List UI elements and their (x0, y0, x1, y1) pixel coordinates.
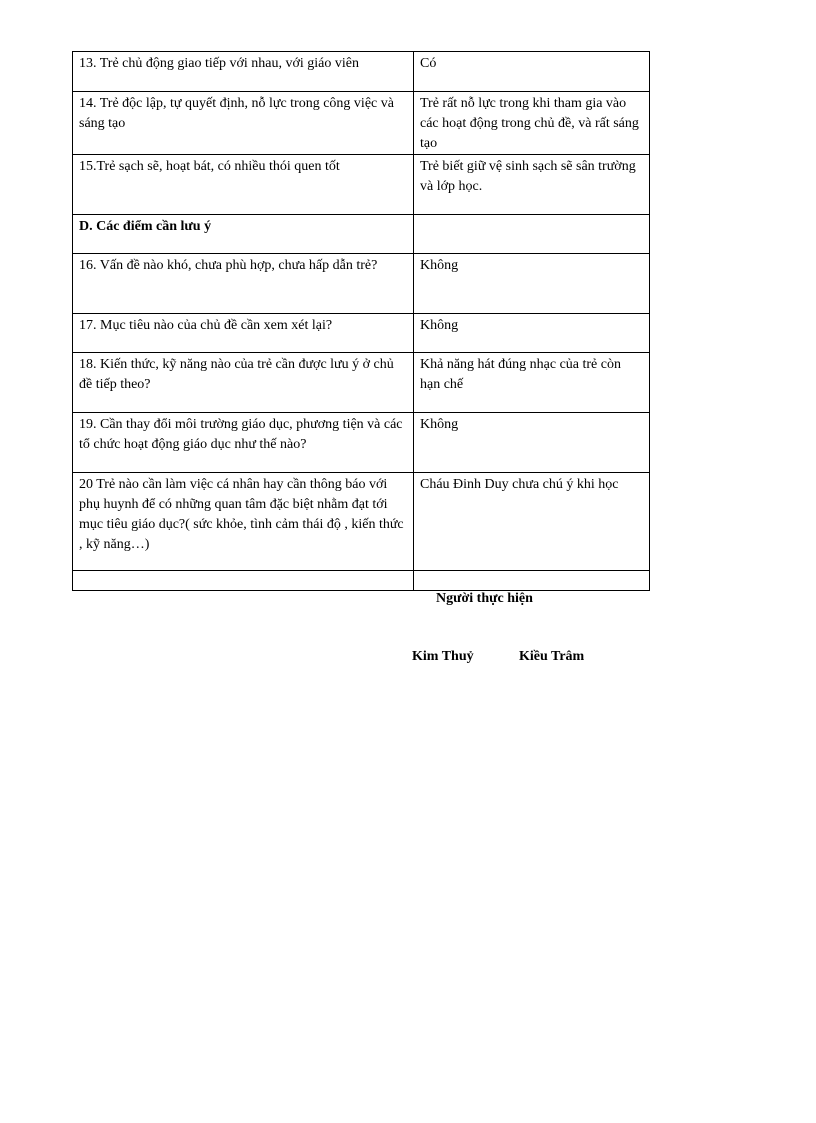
assessment-cell (414, 215, 650, 254)
signature-name-2: Kiều Trâm (519, 649, 585, 664)
assessment-cell: Cháu Đinh Duy chưa chú ý khi học (414, 473, 650, 571)
assessment-cell: Khả năng hát đúng nhạc của trẻ còn hạn chế (414, 353, 650, 413)
assessment-cell: Không (414, 413, 650, 473)
criterion-cell: 16. Vấn đề nào khó, chưa phù hợp, chưa hấp dẫn trẻ? (73, 254, 414, 314)
signature-title: Người thực hiện (436, 591, 533, 606)
criterion-cell: 13. Trẻ chủ động giao tiếp với nhau, với giáo viên (73, 52, 414, 92)
empty-cell (73, 571, 414, 591)
assessment-cell: Trẻ rất nỗ lực trong khi tham gia vào các hoạt động trong chủ đề, và rất sáng tạo (414, 92, 650, 155)
criterion-cell: 14. Trẻ độc lập, tự quyết định, nỗ lực trong công việc và sáng tạo (73, 92, 414, 155)
table-row (73, 413, 650, 473)
table-row (73, 314, 650, 353)
assessment-cell: Không (414, 254, 650, 314)
assessment-cell: Không (414, 314, 650, 353)
assessment-cell: Có (414, 52, 650, 92)
empty-cell (414, 571, 650, 591)
signature-name-1: Kim Thuỷ (412, 649, 474, 664)
evaluation-table (72, 51, 650, 591)
table-row (73, 215, 650, 254)
table-row (73, 155, 650, 215)
criterion-cell: 17. Mục tiêu nào của chủ đề cần xem xét lại? (73, 314, 414, 353)
table-row (73, 473, 650, 571)
table-row (73, 254, 650, 314)
criterion-cell: 18. Kiến thức, kỹ năng nào của trẻ cần được lưu ý ở chủ đề tiếp theo? (73, 353, 414, 413)
table-row (73, 52, 650, 92)
section-heading-cell: D. Các điểm cần lưu ý (73, 215, 414, 254)
criterion-cell: 15.Trẻ sạch sẽ, hoạt bát, có nhiều thói quen tốt (73, 155, 414, 215)
assessment-cell: Trẻ biết giữ vệ sinh sạch sẽ sân trường và lớp học. (414, 155, 650, 215)
criterion-cell: 19. Cần thay đổi môi trường giáo dục, phương tiện và các tổ chức hoạt động giáo dục như thế nào? (73, 413, 414, 473)
table-row (73, 92, 650, 155)
table-row (73, 353, 650, 413)
criterion-cell: 20 Trẻ nào cần làm việc cá nhân hay cần thông báo với phụ huynh để có những quan tâm đặc biệt nhằm đạt tới mục tiêu giáo dục?( sức khỏe, tình cảm thái độ , kiến thức , kỹ năng…) (73, 473, 414, 571)
table-row (73, 571, 650, 591)
